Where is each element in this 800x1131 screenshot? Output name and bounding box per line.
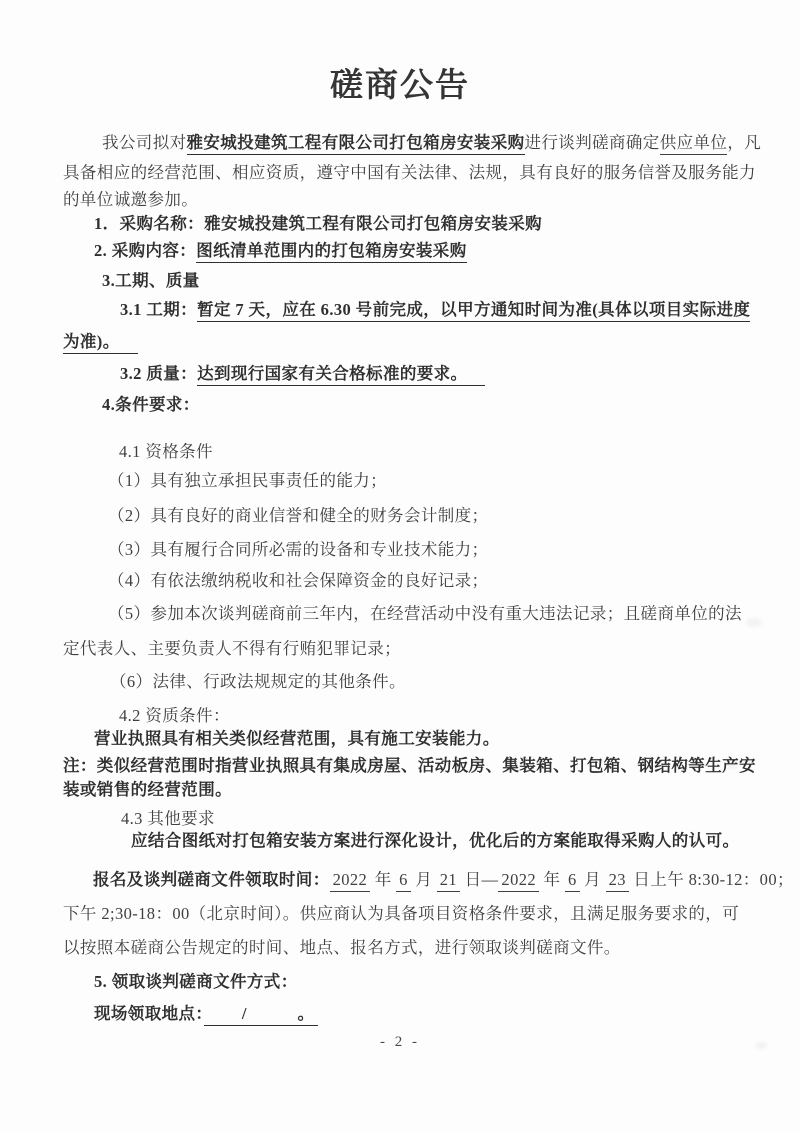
- item-1-procurement-name: [94, 212, 542, 236]
- scan-speck: [746, 618, 762, 627]
- registration-separator: 年: [370, 870, 397, 889]
- registration-day-1: 21: [437, 870, 460, 892]
- qualification-4: （4）有依法缴纳税收和社会保障资金的良好记录；: [108, 571, 489, 590]
- intro-text: 进行谈判磋商确定: [524, 133, 660, 152]
- qualification-2: （2）具有良好的商业信誉和健全的财务会计制度；: [108, 506, 489, 525]
- pickup-location-line: [94, 1002, 318, 1026]
- scan-speck: [756, 1042, 767, 1049]
- item-3-2-value-underlined: 达到现行国家有关合格标准的要求。: [197, 364, 485, 386]
- registration-month-1: 6: [396, 870, 411, 892]
- registration-day-2: 23: [606, 870, 629, 892]
- registration-line-1: [93, 868, 794, 892]
- item-4-2-note-line-2: 装或销售的经营范围。: [63, 780, 232, 799]
- item-2-procurement-content: [94, 239, 467, 263]
- item-2-label: 2. 采购内容：: [94, 241, 197, 260]
- registration-separator: 月: [410, 870, 437, 889]
- registration-time: 日上午 8:30-12：00；: [628, 870, 794, 889]
- item-4-2-requirement: 营业执照具有相关类似经营范围，具有施工安装能力。: [94, 729, 500, 748]
- item-4-2-note-line-1: 注：类似经营范围时指营业执照具有集成房屋、活动板房、集装箱、打包箱、钢结构等生产安: [63, 756, 756, 775]
- item-4-3-requirement: 应结合图纸对打包箱安装方案进行深化设计，优化后的方案能取得采购人的认可。: [131, 831, 740, 850]
- intro-line-2: 具备相应的经营范围、相应资质，遵守中国有关法律、法规，具有良好的服务信誉及服务能力: [63, 163, 756, 182]
- qualification-5-line-2: 定代表人、主要负责人不得有行贿犯罪记录；: [63, 639, 401, 658]
- intro-text: ，凡: [727, 133, 762, 152]
- registration-separator: 月: [579, 870, 606, 889]
- scan-speck: [726, 762, 738, 769]
- qualification-1: （1）具有独立承担民事责任的能力；: [108, 471, 388, 490]
- qualification-3: （3）具有履行合同所必需的设备和专业技术能力；: [108, 540, 489, 559]
- page-title: 磋商公告: [330, 65, 470, 104]
- supplier-term-underlined: 供应单位: [660, 133, 728, 155]
- pickup-location-label: 现场领取地点：: [94, 1004, 205, 1023]
- registration-label: 报名及谈判磋商文件领取时间：: [93, 870, 330, 889]
- item-2-value-underlined: 图纸清单范围内的打包箱房安装采购: [196, 241, 466, 263]
- registration-separator: 年: [539, 870, 565, 889]
- registration-line-3: 以按照本磋商公告规定的时间、地点、报名方式，进行领取谈判磋商文件。: [63, 938, 621, 957]
- item-3-1-value-underlined: 暂定 7 天，应在 6.30 号前完成，以甲方通知时间为准(具体以项目实际进度: [197, 300, 750, 322]
- item-4-1-heading: 4.1 资格条件: [119, 442, 213, 461]
- item-3-1-label: 3.1 工期：: [120, 300, 198, 319]
- intro-line-1: [102, 131, 761, 155]
- intro-line-3: 的单位诚邀参加。: [63, 190, 199, 209]
- item-1-value: 雅安城投建筑工程有限公司打包箱房安装采购: [204, 214, 543, 233]
- registration-month-2: 6: [565, 870, 580, 892]
- item-4-3-heading: 4.3 其他要求: [121, 809, 215, 828]
- registration-line-2: 下午 2;30-18：00（北京时间）。供应商认为具备项目资格条件要求，且满足服务要求的，可: [63, 904, 740, 923]
- item-3-1-duration-line-1: [120, 298, 750, 322]
- item-4-heading: 4.条件要求：: [102, 395, 200, 414]
- pickup-location-blank: / 。: [204, 1004, 318, 1026]
- registration-year-2: 2022: [498, 870, 539, 892]
- page-number: - 2 -: [380, 1034, 420, 1050]
- item-3-heading: 3.工期、质量: [102, 271, 200, 290]
- item-5-heading: 5. 领取谈判磋商文件方式：: [94, 972, 298, 991]
- item-3-1-value-continuation: 为准)。: [63, 332, 138, 354]
- project-name-underlined: 雅安城投建筑工程有限公司打包箱房安装采购: [187, 133, 525, 155]
- registration-year-1: 2022: [330, 870, 371, 892]
- item-4-2-heading: 4.2 资质条件：: [119, 706, 230, 725]
- item-3-2-quality: [120, 362, 485, 386]
- item-1-label: 1．采购名称：: [94, 214, 205, 233]
- registration-separator: 日—: [460, 870, 499, 889]
- qualification-6: （6）法律、行政法规规定的其他条件。: [110, 672, 406, 691]
- qualification-5-line-1: （5）参加本次谈判磋商前三年内，在经营活动中没有重大违法记录；且磋商单位的法: [108, 604, 742, 623]
- item-3-2-label: 3.2 质量：: [120, 364, 198, 383]
- intro-text: 我公司拟对: [102, 133, 187, 152]
- item-3-1-duration-line-2: [63, 330, 138, 354]
